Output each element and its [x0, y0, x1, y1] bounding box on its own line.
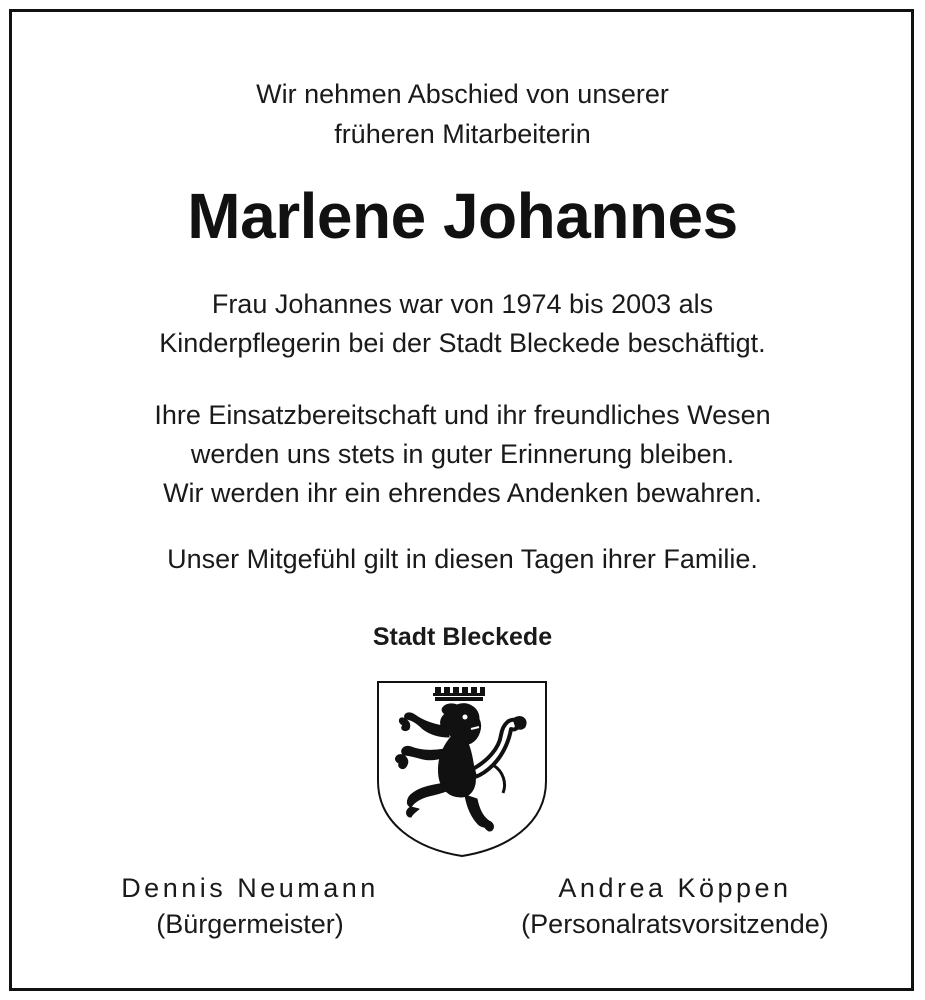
condolence-paragraph: [0, 540, 925, 579]
signatory-role: (Bürgermeister): [156, 909, 344, 939]
tribute-line-1: Ihre Einsatzbereitschaft und ihr freundliches Wesen: [154, 400, 771, 430]
deceased-name: Marlene Johannes: [187, 180, 738, 252]
signatory-mayor: [100, 870, 400, 942]
signatory-name: Dennis Neumann: [121, 873, 379, 903]
organization-name: Stadt Bleckede: [372, 623, 553, 651]
intro-line-1: Wir nehmen Abschied von unserer: [256, 79, 669, 109]
intro-line-2: früheren Mitarbeiterin: [334, 119, 591, 149]
signatory-name: Andrea Köppen: [558, 873, 792, 903]
tribute-paragraph: [0, 396, 925, 513]
tribute-line-3: Wir werden ihr ein ehrendes Andenken bewahren.: [163, 478, 762, 508]
condolence-line-1: Unser Mitgefühl gilt in diesen Tagen ihrer Familie.: [167, 544, 758, 574]
signatory-staff-council: [490, 870, 860, 942]
tribute-line-2: werden uns stets in guter Erinnerung bleiben.: [190, 439, 735, 469]
employment-line-1: Frau Johannes war von 1974 bis 2003 als: [211, 289, 714, 319]
signatory-role: (Personalratsvorsitzende): [521, 909, 829, 939]
employment-line-2: Kinderpflegerin bei der Stadt Bleckede beschäftigt.: [159, 328, 766, 358]
employment-paragraph: [0, 285, 925, 363]
intro-text: [0, 74, 925, 154]
coat-of-arms-lion-icon: [375, 679, 549, 859]
